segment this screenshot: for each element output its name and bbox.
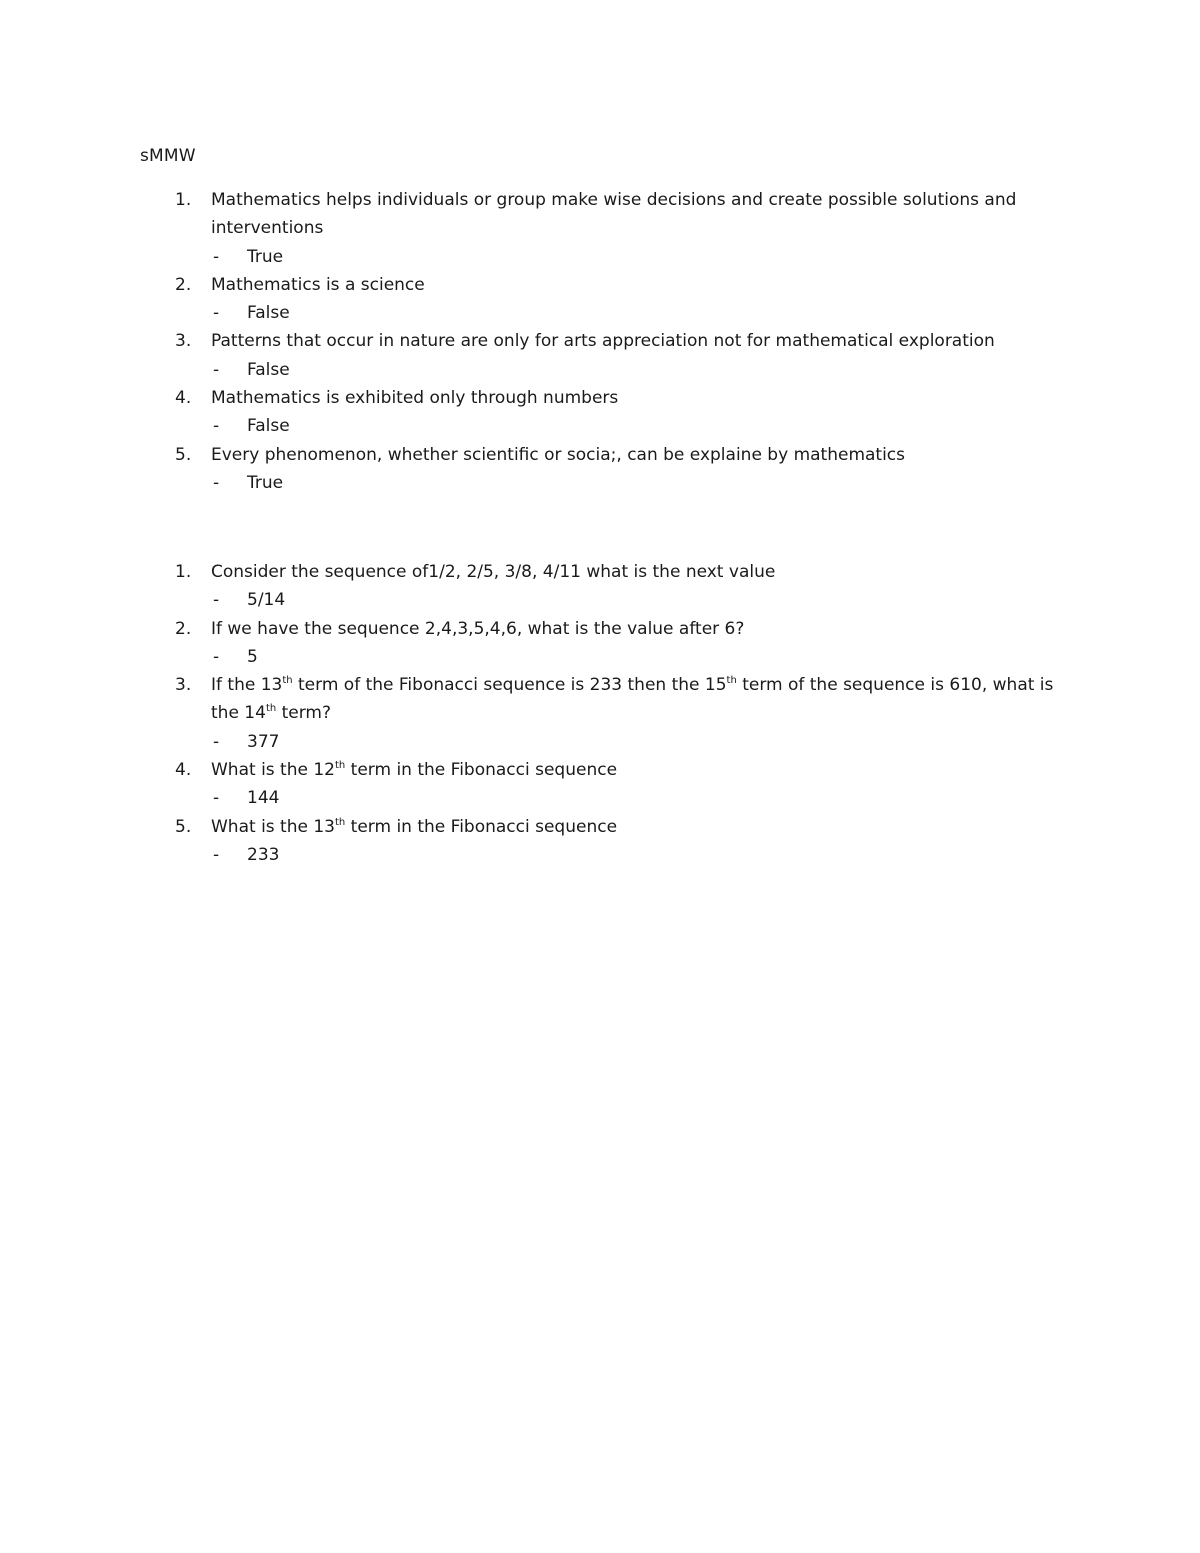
answer-item	[0, 728, 1200, 756]
question-number: 1.	[175, 190, 192, 210]
question-text: Mathematics helps individuals or group make wise decisions and create possible solutions and interventions	[211, 190, 1017, 239]
question-text: Mathematics is a science	[211, 274, 425, 295]
answer-dash: -	[213, 844, 220, 865]
question-text: Every phenomenon, whether scientific or socia;, can be explaine by mathematics	[211, 444, 906, 465]
question-text-part: term?	[276, 703, 332, 724]
question-number: 4.	[175, 760, 192, 781]
answer-item	[0, 243, 1200, 271]
question-number: 2.	[175, 618, 192, 639]
answer-dash: -	[213, 788, 220, 809]
answer-dash: -	[213, 303, 220, 324]
question-item	[0, 813, 1200, 841]
question-text	[211, 756, 1071, 784]
answer-text: False	[247, 303, 290, 324]
question-text	[211, 671, 1071, 728]
question-text-part: term in the Fibonacci sequence	[345, 760, 618, 781]
question-number: 3.	[175, 331, 192, 352]
answer-item	[0, 299, 1200, 327]
question-item	[0, 327, 1200, 355]
ordinal-superscript: th	[282, 675, 293, 687]
sequence-question-list	[0, 558, 1200, 869]
question-item	[0, 271, 1200, 299]
question-item	[0, 186, 1200, 243]
ordinal-superscript: th	[265, 703, 277, 715]
question-text-part: term of the Fibonacci sequence is 233 then the 15	[292, 675, 727, 696]
answer-text: 233	[247, 844, 280, 865]
ordinal-superscript: th	[726, 675, 737, 687]
ordinal-superscript: th	[335, 760, 346, 772]
question-number: 3.	[175, 675, 192, 696]
question-text-part: What is the 13	[211, 816, 335, 837]
question-number: 1.	[175, 562, 192, 582]
answer-text: True	[247, 246, 284, 267]
question-item	[0, 756, 1200, 784]
answer-item	[0, 356, 1200, 384]
answer-item	[0, 841, 1200, 869]
ordinal-superscript: th	[335, 816, 346, 828]
answer-text: False	[247, 359, 290, 380]
answer-text: 5	[247, 646, 258, 667]
answer-item	[0, 643, 1200, 671]
question-text: Patterns that occur in nature are only for arts appreciation not for mathematical exploration	[211, 331, 995, 352]
answer-item	[0, 412, 1200, 440]
question-text: Consider the sequence of1/2, 2/5, 3/8, 4/11 what is the next value	[211, 562, 776, 582]
answer-text: 377	[247, 731, 280, 752]
question-text-part: If the 13	[211, 675, 283, 696]
answer-dash: -	[213, 472, 220, 493]
question-number: 5.	[175, 444, 192, 465]
question-item	[0, 671, 1200, 728]
answer-text: 5/14	[247, 590, 286, 611]
answer-item	[0, 784, 1200, 812]
true-false-question-list	[0, 186, 1200, 497]
answer-text: False	[247, 416, 290, 437]
answer-item	[0, 586, 1200, 614]
question-text: If we have the sequence 2,4,3,5,4,6, what is the value after 6?	[211, 618, 745, 639]
question-number: 5.	[175, 816, 192, 837]
question-text	[211, 813, 1071, 841]
question-number: 2.	[175, 274, 192, 295]
question-item	[0, 441, 1200, 469]
question-text-part: What is the 12	[211, 760, 335, 781]
answer-dash: -	[213, 646, 220, 667]
question-text-part: term of the sequence is 610, what is the 14	[211, 675, 1054, 724]
question-text-part: term in the Fibonacci sequence	[345, 816, 618, 837]
question-item	[0, 558, 1200, 586]
answer-text: 144	[247, 788, 280, 809]
answer-dash: -	[213, 246, 220, 267]
answer-text: True	[247, 472, 284, 493]
answer-item	[0, 469, 1200, 497]
document-title: sMMW	[140, 146, 196, 166]
question-number: 4.	[175, 388, 192, 409]
answer-dash: -	[213, 731, 220, 752]
answer-dash: -	[213, 416, 220, 437]
question-item	[0, 615, 1200, 643]
question-item	[0, 384, 1200, 412]
question-text: Mathematics is exhibited only through numbers	[211, 388, 619, 409]
answer-dash: -	[213, 359, 220, 380]
answer-dash: -	[213, 590, 220, 611]
